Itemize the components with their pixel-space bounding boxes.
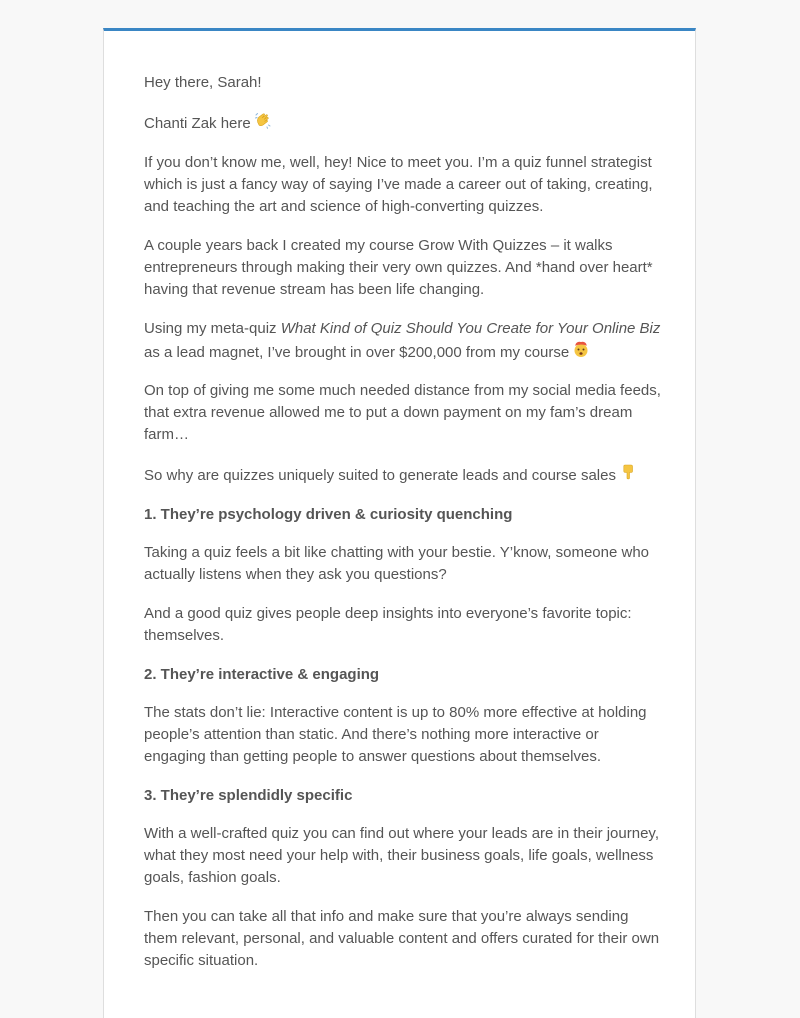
paragraph-4: On top of giving me some much needed distance from my social media feeds, that extra revenue allowed me to put a down payment on my fam’s dream farm… [144, 382, 661, 443]
greeting: Hey there, Sarah! [144, 74, 262, 91]
paragraph-9: With a well-crafted quiz you can find out where your leads are in their journey, what they most need your help with, their business goals, life goals, wellness goals, fashion goals. [144, 825, 659, 886]
pointing-down-icon [619, 463, 637, 481]
exploding-head-icon [572, 340, 590, 358]
paragraph-2: A couple years back I created my course Grow With Quizzes – it walks entrepreneurs through making their very own quizzes. And *hand over heart* having that revenue stream has been life changing. [144, 237, 653, 298]
heading-2: 2. They’re interactive & engaging [144, 666, 380, 683]
heading-3: 3. They’re splendidly specific [144, 787, 353, 804]
paragraph-6: Taking a quiz feels a bit like chatting with your bestie. Y’know, someone who actually listens when they ask you questions? [144, 544, 650, 583]
heading-1: 1. They’re psychology driven & curiosity quenching [144, 506, 513, 523]
paragraph-3: Using my meta-quiz What Kind of Quiz Should You Create for Your Online Biz as a lead magnet, I’ve brought in over $200,000 from my course [144, 320, 661, 361]
paragraph-1: If you don’t know me, well, hey! Nice to meet you. I’m a quiz funnel strategist which is just a fancy way of saying I’ve made a career out of taking, creating, and teaching the art and science of high-converting quizzes. [144, 154, 653, 215]
email-card [103, 28, 696, 1018]
paragraph-10: Then you can take all that info and make sure that you’re always sending them relevant, personal, and valuable content and offers curated for their own specific situation. [144, 908, 660, 969]
quiz-title: What Kind of Quiz Should You Create for Your Online Biz [280, 320, 661, 337]
intro-line: Chanti Zak here [144, 111, 661, 135]
paragraph-5: So why are quizzes uniquely suited to generate leads and course sales [144, 463, 661, 487]
paragraph-7: And a good quiz gives people deep insights into everyone’s favorite topic: themselves. [144, 605, 632, 644]
paragraph-8: The stats don’t lie: Interactive content is up to 80% more effective at holding people’s attention than static. And there’s nothing more interactive or engaging than getting people to answer questions about themselves. [144, 704, 647, 765]
waving-hand-icon [254, 111, 272, 129]
email-body [144, 72, 661, 989]
